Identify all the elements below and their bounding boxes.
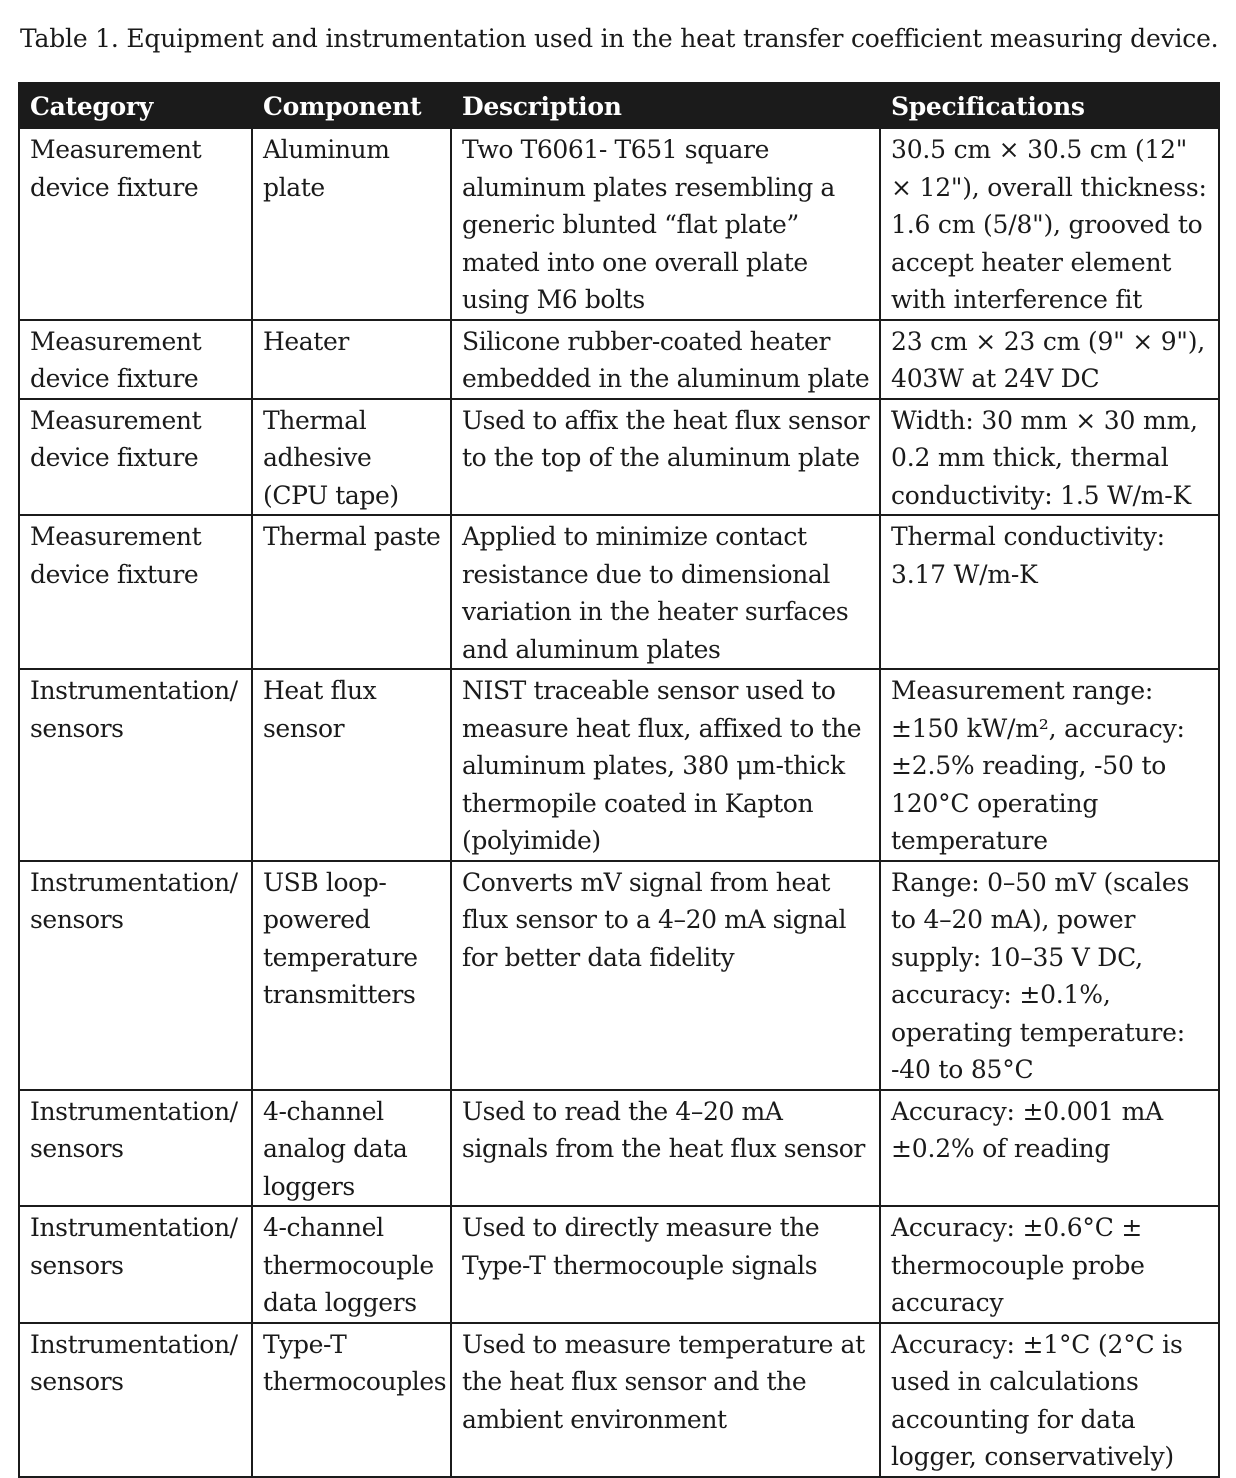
cell-category: Instrumentation/ sensors <box>19 1206 252 1323</box>
cell-category: Measurement device fixture <box>19 515 252 669</box>
cell-category: Measurement device fixture <box>19 128 252 320</box>
table-row <box>19 320 1219 399</box>
table-body <box>19 128 1219 1477</box>
cell-specifications: Accuracy: ±1°C (2°C is used in calculations accounting for data logger, conservatively) <box>880 1323 1219 1477</box>
cell-description: Used to measure temperature at the heat flux sensor and the ambient environment <box>451 1323 880 1477</box>
cell-specifications: Range: 0–50 mV (scales to 4–20 mA), power supply: 10–35 V DC, accuracy: ±0.1%, operating temperature: -40 to 85°C <box>880 861 1219 1090</box>
cell-component: Thermal adhesive (CPU tape) <box>252 399 451 516</box>
cell-specifications: 23 cm × 23 cm (9" × 9"), 403W at 24V DC <box>880 320 1219 399</box>
cell-category: Measurement device fixture <box>19 399 252 516</box>
cell-description: Applied to minimize contact resistance due to dimensional variation in the heater surfaces and aluminum plates <box>451 515 880 669</box>
cell-specifications: Thermal conductivity: 3.17 W/m-K <box>880 515 1219 669</box>
cell-category: Measurement device fixture <box>19 320 252 399</box>
cell-description: Used to affix the heat flux sensor to the top of the aluminum plate <box>451 399 880 516</box>
cell-specifications: Accuracy: ±0.6°C ± thermocouple probe accuracy <box>880 1206 1219 1323</box>
cell-component: 4-channel thermocouple data loggers <box>252 1206 451 1323</box>
table-header <box>19 83 1219 128</box>
cell-component: Thermal paste <box>252 515 451 669</box>
table-row <box>19 128 1219 320</box>
cell-category: Instrumentation/ sensors <box>19 669 252 861</box>
header-description: Description <box>451 83 880 128</box>
cell-specifications: Width: 30 mm × 30 mm, 0.2 mm thick, thermal conductivity: 1.5 W/m-K <box>880 399 1219 516</box>
header-category: Category <box>19 83 252 128</box>
cell-component: Heater <box>252 320 451 399</box>
cell-specifications: Measurement range: ±150 kW/m², accuracy: ±2.5% reading, -50 to 120°C operating temperature <box>880 669 1219 861</box>
cell-category: Instrumentation/ sensors <box>19 1323 252 1477</box>
cell-component: Type-T thermocouples <box>252 1323 451 1477</box>
cell-specifications: Accuracy: ±0.001 mA ±0.2% of reading <box>880 1090 1219 1207</box>
cell-category: Instrumentation/ sensors <box>19 1090 252 1207</box>
cell-description: Two T6061- T651 square aluminum plates resembling a generic blunted “flat plate” mated into one overall plate using M6 bolts <box>451 128 880 320</box>
table-caption: Table 1. Equipment and instrumentation used in the heat transfer coefficient measuring device. <box>20 24 1219 53</box>
equipment-table <box>18 82 1220 1478</box>
cell-component: Aluminum plate <box>252 128 451 320</box>
cell-component: 4-channel analog data loggers <box>252 1090 451 1207</box>
table-row <box>19 1323 1219 1477</box>
table-row <box>19 1206 1219 1323</box>
header-component: Component <box>252 83 451 128</box>
table-row <box>19 399 1219 516</box>
table-row <box>19 515 1219 669</box>
cell-description: Silicone rubber-coated heater embedded in the aluminum plate <box>451 320 880 399</box>
cell-category: Instrumentation/ sensors <box>19 861 252 1090</box>
header-specifications: Specifications <box>880 83 1219 128</box>
cell-component: USB loop-powered temperature transmitters <box>252 861 451 1090</box>
cell-component: Heat flux sensor <box>252 669 451 861</box>
table-row <box>19 861 1219 1090</box>
table-row <box>19 669 1219 861</box>
cell-description: Converts mV signal from heat flux sensor to a 4–20 mA signal for better data fidelity <box>451 861 880 1090</box>
cell-description: Used to directly measure the Type-T thermocouple signals <box>451 1206 880 1323</box>
cell-description: NIST traceable sensor used to measure heat flux, affixed to the aluminum plates, 380 μm-thick thermopile coated in Kapton (polyimide) <box>451 669 880 861</box>
cell-description: Used to read the 4–20 mA signals from the heat flux sensor <box>451 1090 880 1207</box>
table-row <box>19 1090 1219 1207</box>
header-row <box>19 83 1219 128</box>
cell-specifications: 30.5 cm × 30.5 cm (12" × 12"), overall thickness: 1.6 cm (5/8"), grooved to accept heater element with interference fit <box>880 128 1219 320</box>
